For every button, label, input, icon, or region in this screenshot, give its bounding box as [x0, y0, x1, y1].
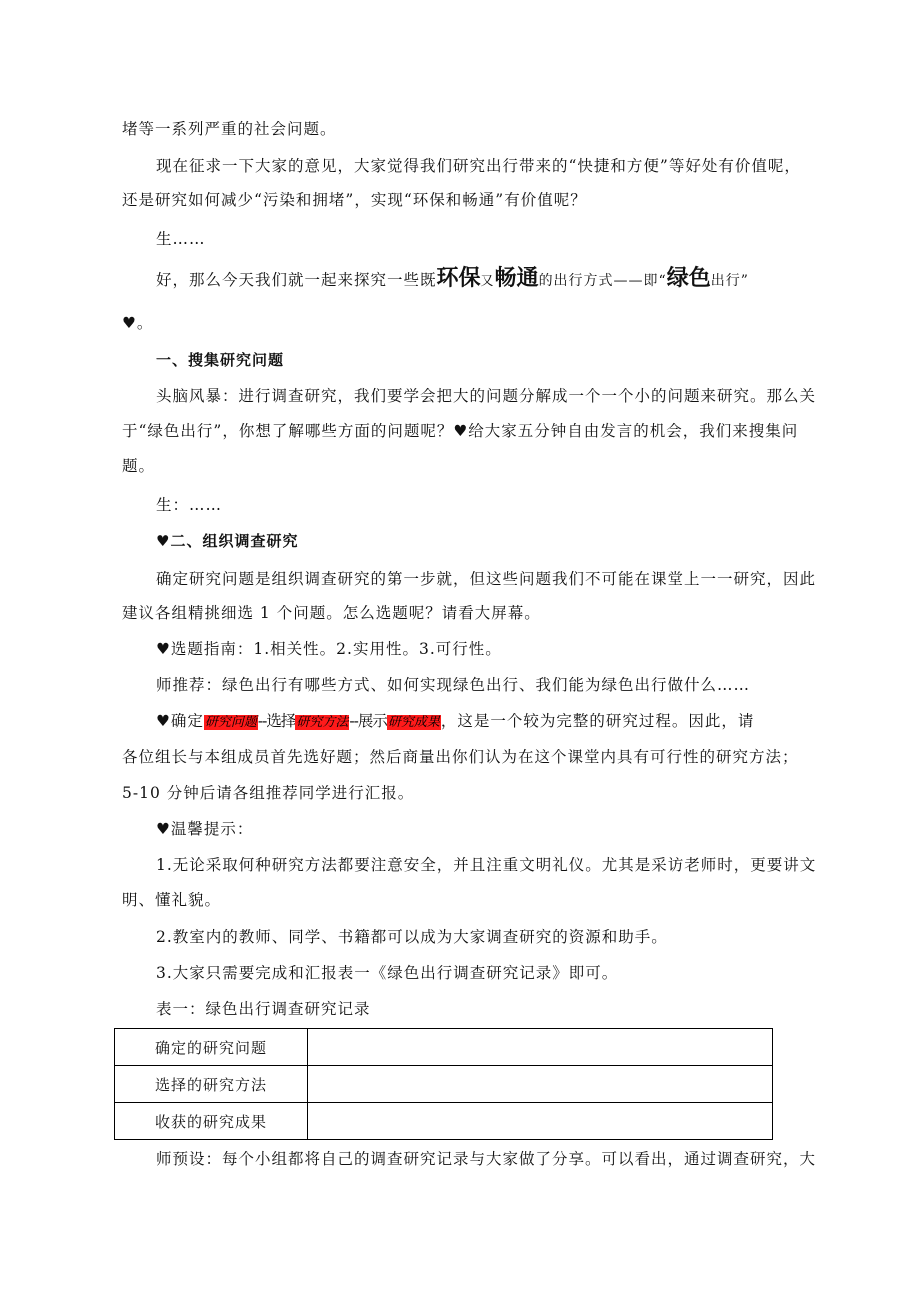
paragraph-text: 建议各组精挑细选 1 个问题。怎么选题呢？请看大屏幕。	[122, 604, 541, 622]
text-span: 又	[480, 274, 495, 289]
paragraph-text: 题。	[122, 457, 156, 475]
paragraph-text: 3.大家只需要完成和汇报表一《绿色出行调查研究记录》即可。	[156, 964, 619, 982]
table-cell-value	[308, 1103, 773, 1140]
text-span: ♥确定	[156, 712, 204, 730]
paragraph-text: 头脑风暴：进行调查研究，我们要学会把大的问题分解成一个一个小的问题来研究。那么关	[156, 387, 817, 405]
emphasis-text: 绿色	[666, 266, 711, 291]
table-caption: 表一：绿色出行调查研究记录	[156, 1000, 371, 1018]
paragraph-text: ♥选题指南：1.相关性。2.实用性。3.可行性。	[156, 640, 502, 658]
text-span: --选择	[257, 712, 296, 730]
emphasis-text: 畅通	[494, 266, 539, 291]
table-cell-value	[308, 1029, 773, 1066]
highlighted-text: 研究成果	[387, 715, 440, 730]
paragraph-text: 堵等一系列严重的社会问题。	[122, 120, 337, 138]
table-cell-label: 确定的研究问题	[115, 1029, 308, 1066]
table-row	[115, 1029, 773, 1066]
paragraph-text: 1.无论采取何种研究方法都要注意安全，并且注重文明礼仪。尤其是采访老师时，更要讲文	[156, 856, 817, 874]
table-row	[115, 1103, 773, 1140]
record-table	[114, 1028, 773, 1140]
paragraph-text: 明、懂礼貌。	[122, 891, 222, 909]
text-span: 的出行方式——即“	[538, 273, 667, 289]
section-heading: ♥二、组织调查研究	[156, 532, 299, 550]
paragraph-text: 生：……	[156, 496, 223, 514]
table-cell-label: 选择的研究方法	[115, 1066, 308, 1103]
text-span: 好，那么今天我们就一起来探究一些既	[156, 271, 437, 289]
emphasis-text: 环保	[436, 266, 481, 291]
highlighted-text: 研究方法	[296, 715, 349, 730]
section-heading: 一、搜集研究问题	[156, 351, 285, 369]
text-span: --展示	[349, 712, 387, 730]
table-row	[115, 1066, 773, 1103]
paragraph-text: 各位组长与本组成员首先选好题；然后商量出你们认为在这个课堂内具有可行性的研究方法；	[122, 748, 799, 766]
paragraph-text: 确定研究问题是组织调查研究的第一步就，但这些问题我们不可能在课堂上一一研究，因此	[156, 570, 817, 588]
paragraph-with-highlights	[156, 710, 836, 734]
table-cell-value	[308, 1066, 773, 1103]
paragraph-text: 还是研究如何减少“污染和拥堵”，实现“环保和畅通”有价值呢？	[122, 191, 587, 209]
paragraph-text: 师预设：每个小组都将自己的调查研究记录与大家做了分享。可以看出，通过调查研究，大	[156, 1150, 817, 1168]
table-cell-label: 收获的研究成果	[115, 1103, 308, 1140]
paragraph-text: 师推荐：绿色出行有哪些方式、如何实现绿色出行、我们能为绿色出行做什么……	[156, 676, 751, 694]
paragraph-with-emphasis	[156, 268, 836, 293]
paragraph-text: 于“绿色出行”，你想了解哪些方面的问题呢？♥给大家五分钟自由发言的机会，我们来搜集问	[122, 422, 799, 440]
text-span: 出行”	[710, 273, 749, 289]
paragraph-text: ♥温馨提示：	[156, 820, 254, 838]
paragraph-text: 现在征求一下大家的意见，大家觉得我们研究出行带来的“快捷和方便”等好处有价值呢，	[156, 157, 801, 175]
text-span: ，这是一个较为完整的研究过程。因此，请	[440, 712, 755, 730]
highlighted-text: 研究问题	[204, 715, 257, 730]
paragraph-text: 5-10 分钟后请各组推荐同学进行汇报。	[122, 784, 415, 802]
paragraph-text: ♥。	[122, 314, 154, 332]
paragraph-text: 生……	[156, 230, 206, 248]
paragraph-text: 2.教室内的教师、同学、书籍都可以成为大家调查研究的资源和助手。	[156, 928, 668, 946]
